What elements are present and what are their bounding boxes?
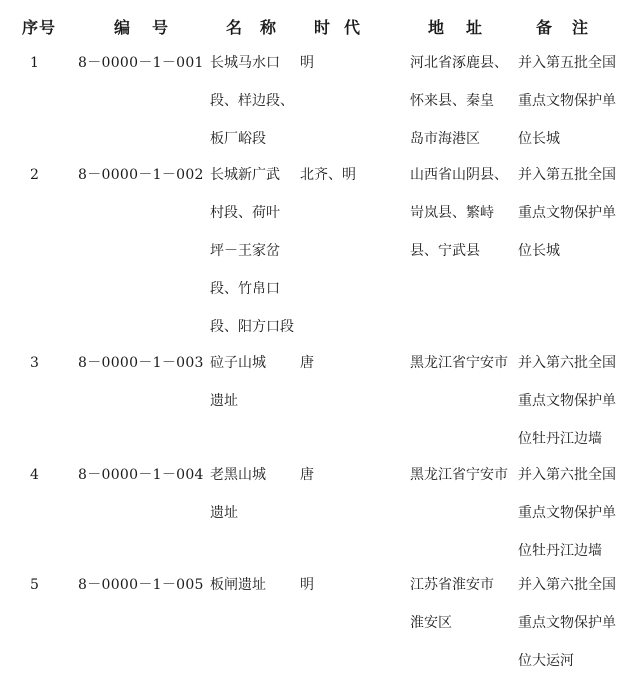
cell-seq <box>30 344 50 382</box>
cell-line: 老黑山城 <box>210 467 266 483</box>
cell-place <box>410 566 510 642</box>
cell-line: 淮安区 <box>410 615 452 631</box>
cell-line: 段、样边段、 <box>210 93 294 109</box>
cell-seq <box>30 566 50 604</box>
cell-line: 8－0000－1－005 <box>78 577 204 593</box>
cell-note <box>518 44 634 158</box>
cell-line: 8－0000－1－004 <box>78 467 204 483</box>
cell-line: 4 <box>30 467 39 483</box>
cell-line: 8－0000－1－001 <box>78 55 204 71</box>
cell-era <box>300 344 380 382</box>
cell-name <box>210 566 294 604</box>
cell-line: 遗址 <box>210 393 238 409</box>
header-seq: 序号 <box>22 18 57 37</box>
cell-line: 3 <box>30 355 39 371</box>
cell-line: 位长城 <box>518 243 560 259</box>
cell-line: 长城马水口 <box>210 55 280 71</box>
cell-seq <box>30 156 50 194</box>
cell-line: 并入第六批全国 <box>518 355 616 371</box>
cell-place <box>410 44 510 158</box>
cell-line: 2 <box>30 167 39 183</box>
cell-line: 明 <box>300 55 314 71</box>
cell-place <box>410 456 510 494</box>
cell-line: 遗址 <box>210 505 238 521</box>
cell-name <box>210 44 294 158</box>
cell-code <box>78 44 204 82</box>
cell-line: 北齐、明 <box>300 167 356 183</box>
cell-line: 岢岚县、繁峙 <box>410 205 494 221</box>
cell-seq <box>30 44 50 82</box>
cell-era <box>300 456 380 494</box>
cell-line: 位牡丹江边墙 <box>518 543 602 559</box>
cell-name <box>210 344 294 420</box>
cell-line: 黑龙江省宁安市 <box>410 355 508 371</box>
cell-line: 位牡丹江边墙 <box>518 431 602 447</box>
cell-line: 5 <box>30 577 39 593</box>
cell-note <box>518 344 634 458</box>
cell-line: 重点文物保护单 <box>518 505 616 521</box>
header-name: 名称 <box>226 18 295 37</box>
table-header <box>0 14 640 42</box>
cell-line: 重点文物保护单 <box>518 93 616 109</box>
cell-line: 重点文物保护单 <box>518 615 616 631</box>
cell-line: 岛市海港区 <box>410 131 480 147</box>
cell-line: 河北省涿鹿县、 <box>410 55 508 71</box>
cell-name <box>210 156 294 346</box>
cell-line: 砬子山城 <box>210 355 266 371</box>
cell-line: 板厂峪段 <box>210 131 266 147</box>
cell-code <box>78 456 204 494</box>
cell-line: 县、宁武县 <box>410 243 480 259</box>
cell-line: 位长城 <box>518 131 560 147</box>
cell-line: 山西省山阴县、 <box>410 167 508 183</box>
cell-place <box>410 156 510 270</box>
cell-line: 唐 <box>300 467 314 483</box>
cell-era <box>300 566 380 604</box>
cell-line: 并入第六批全国 <box>518 577 616 593</box>
header-era: 时代 <box>314 18 375 37</box>
cell-code <box>78 156 204 194</box>
cell-line: 村段、荷叶 <box>210 205 280 221</box>
cell-line: 黑龙江省宁安市 <box>410 467 508 483</box>
cell-era <box>300 156 380 194</box>
cell-line: 8－0000－1－002 <box>78 167 204 183</box>
cell-line: 坪－王家岔 <box>210 243 280 259</box>
cell-code <box>78 344 204 382</box>
cell-seq <box>30 456 50 494</box>
cell-place <box>410 344 510 382</box>
header-note: 备注 <box>536 18 609 37</box>
cell-line: 位大运河 <box>518 653 574 669</box>
cell-era <box>300 44 380 82</box>
header-code: 编号 <box>114 18 191 37</box>
cell-note <box>518 456 634 570</box>
cell-line: 8－0000－1－003 <box>78 355 204 371</box>
cell-line: 明 <box>300 577 314 593</box>
cell-line: 重点文物保护单 <box>518 393 616 409</box>
cell-line: 江苏省淮安市 <box>410 577 494 593</box>
cell-line: 段、阳方口段 <box>210 319 294 335</box>
header-place: 地址 <box>428 18 505 37</box>
cell-line: 重点文物保护单 <box>518 205 616 221</box>
cell-line: 并入第五批全国 <box>518 55 616 71</box>
cell-line: 并入第五批全国 <box>518 167 616 183</box>
cell-line: 唐 <box>300 355 314 371</box>
cell-name <box>210 456 294 532</box>
cell-line: 怀来县、秦皇 <box>410 93 494 109</box>
cell-line: 板闸遗址 <box>210 577 266 593</box>
cell-line: 段、竹帛口 <box>210 281 280 297</box>
cell-note <box>518 566 634 680</box>
cell-note <box>518 156 634 270</box>
cell-line: 1 <box>30 55 39 71</box>
cell-code <box>78 566 204 604</box>
cell-line: 并入第六批全国 <box>518 467 616 483</box>
cell-line: 长城新广武 <box>210 167 280 183</box>
